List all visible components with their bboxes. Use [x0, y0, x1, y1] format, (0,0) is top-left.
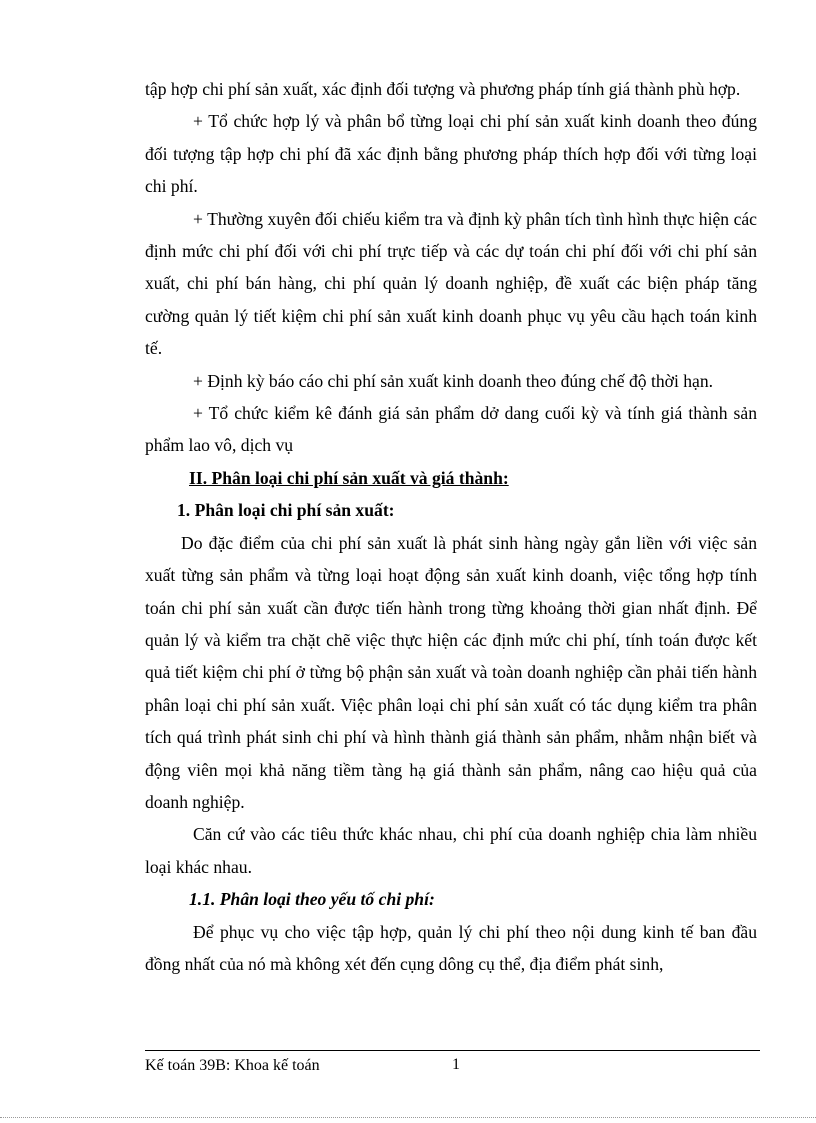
footer-divider [145, 1050, 760, 1051]
paragraph-7: Căn cứ vào các tiêu thức khác nhau, chi phí của doanh nghiệp chia làm nhiều loại khác nhau. [145, 824, 757, 877]
paragraph-1: tập hợp chi phí sản xuất, xác định đối tượng và phương pháp tính giá thành phù hợp. [145, 79, 741, 99]
page-body [145, 73, 757, 980]
page-number: 1 [452, 1056, 460, 1073]
paragraph-6: Do đặc điểm của chi phí sản xuất là phát sinh hàng ngày gắn liền với việc sản xuất từng sản phẩm và từng loại hoạt động sản xuất kinh doanh, việc tổng hợp tính toán chi phí sản xuất cần được tiến hành trong từng khoảng thời gian nhất định. Để quản lý và kiểm tra chặt chẽ việc thực hiện các định mức chi phí, tính toán được kết quả tiết kiệm chi phí ở từng bộ phận sản xuất và toàn doanh nghiệp cần phải tiến hành phân loại chi phí sản xuất. Việc phân loại chi phí sản xuất có tác dụng kiểm tra phân tích quá trình phát sinh chi phí và hình thành giá thành sản phẩm, nhằm nhận biết và động viên mọi khả năng tiềm tàng hạ giá thành sản phẩm, nâng cao hiệu quả của doanh nghiệp. [145, 532, 757, 812]
section-heading: II. Phân loại chi phí sản xuất và giá thành: [189, 467, 509, 488]
paragraph-8: Để phục vụ cho việc tập hợp, quản lý chi phí theo nội dung kinh tế ban đầu đồng nhất của nó mà không xét đến cụng dông cụ thể, địa điểm phát sinh, [145, 921, 757, 974]
paragraph-3: + Thường xuyên đối chiếu kiểm tra và định kỳ phân tích tình hình thực hiện các định mức chi phí đối với chi phí trực tiếp và các dự toán chi phí đối với chi phí sản xuất, chi phí bán hàng, chi phí quản lý doanh nghiệp, đề xuất các biện pháp tăng cường quản lý tiết kiệm chi phí sản xuất kinh doanh phục vụ yêu cầu hạch toán kinh tế. [145, 208, 757, 359]
footer-label: Kế toán 39B: Khoa kế toán [145, 1057, 320, 1074]
paragraph-5: + Tổ chức kiểm kê đánh giá sản phẩm dở dang cuối kỳ và tính giá thành sản phẩm lao vô, dịch vụ [145, 403, 757, 456]
paragraph-4: + Định kỳ báo cáo chi phí sản xuất kinh doanh theo đúng chế độ thời hạn. [193, 370, 714, 391]
subsubsection-heading: 1.1. Phân loại theo yếu tố chi phí: [189, 889, 435, 910]
subsection-heading: 1. Phân loại chi phí sản xuất: [177, 500, 395, 521]
paragraph-2: + Tổ chức hợp lý và phân bổ từng loại chi phí sản xuất kinh doanh theo đúng đối tượng tập hợp chi phí đã xác định bằng phương pháp thích hợp đối với từng loại chi phí. [145, 111, 757, 197]
page-edge-divider [0, 1117, 816, 1118]
